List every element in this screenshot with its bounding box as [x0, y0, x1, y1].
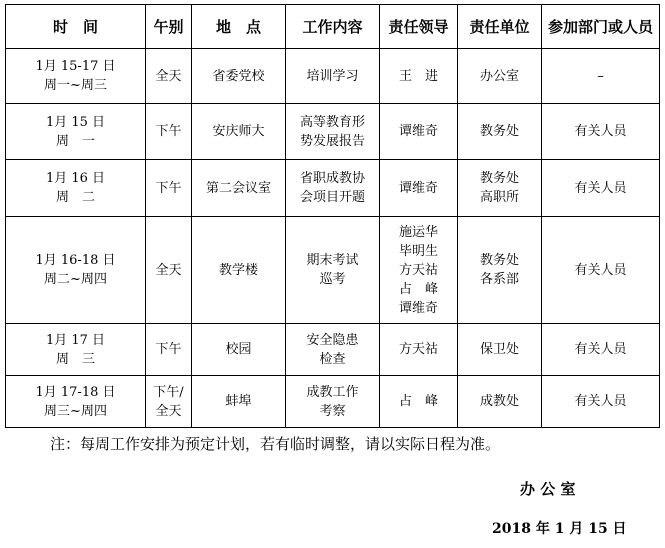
- cell-participants: [542, 160, 660, 217]
- cell-line: 有关人员: [574, 262, 627, 278]
- cell-line: 全天: [155, 403, 182, 419]
- cell-leader: [380, 376, 458, 428]
- cell-line: 毕明生: [398, 243, 438, 259]
- cell-line: 安庆师大: [212, 124, 265, 139]
- cell-line: 谭维奇: [398, 300, 438, 316]
- cell-line: 方天祜: [398, 342, 438, 357]
- cell-line: 周 三: [55, 351, 95, 367]
- cell-line: 高职所: [479, 190, 519, 205]
- header-participants: 参加部门或人员: [542, 5, 660, 49]
- cell-line: 成教工作: [306, 384, 359, 400]
- cell-line: 有关人员: [574, 394, 627, 409]
- cell-unit: [458, 376, 542, 428]
- table-row: [6, 324, 660, 376]
- cell-place: [192, 324, 286, 376]
- cell-line: 全天: [155, 68, 182, 84]
- cell-content: [286, 49, 380, 104]
- cell-content: [286, 376, 380, 428]
- header-time: 时 间: [6, 5, 146, 49]
- cell-line: 谭维奇: [398, 124, 438, 139]
- cell-participants: [542, 376, 660, 428]
- table-row: [6, 49, 660, 104]
- cell-line: 省职成教协: [299, 171, 365, 186]
- cell-content: [286, 217, 380, 324]
- table-row: [6, 160, 660, 217]
- cell-leader: [380, 324, 458, 376]
- cell-line: 蚌埠: [225, 394, 252, 409]
- cell-line: 教学楼: [218, 262, 258, 278]
- cell-line: 施运华: [398, 224, 438, 240]
- cell-line: 教务处: [479, 171, 519, 186]
- cell-time: [6, 49, 146, 104]
- header-content: 工作内容: [286, 5, 380, 49]
- cell-line: 安全隐患: [306, 332, 359, 348]
- schedule-table: [5, 4, 660, 428]
- cell-line: 1月 16 日: [45, 171, 106, 186]
- cell-line: 占 峰: [398, 281, 438, 297]
- cell-line: 势发展报告: [299, 133, 365, 149]
- cell-line: 有关人员: [574, 342, 627, 357]
- cell-line: 1月 15 日: [45, 114, 106, 130]
- cell-place: [192, 376, 286, 428]
- cell-unit: [458, 160, 542, 217]
- cell-line: 校园: [225, 342, 252, 357]
- issuer: 办 公 室: [520, 480, 576, 498]
- cell-place: [192, 217, 286, 324]
- cell-line: 第二会议室: [205, 180, 271, 196]
- cell-time: [6, 104, 146, 160]
- cell-line: 下午: [155, 180, 182, 196]
- cell-line: 有关人员: [574, 180, 627, 196]
- cell-time: [6, 376, 146, 428]
- cell-line: 下午: [155, 342, 182, 357]
- issue-date: 2018 年 1 月 15 日: [492, 521, 627, 537]
- cell-line: 考察: [319, 403, 346, 419]
- cell-place: [192, 104, 286, 160]
- cell-leader: [380, 104, 458, 160]
- cell-place: [192, 49, 286, 104]
- cell-line: 有关人员: [574, 124, 627, 139]
- header-place: 地 点: [192, 5, 286, 49]
- cell-line: 周 一: [55, 133, 95, 149]
- cell-line: 周三~周四: [44, 403, 107, 419]
- table-row: [6, 217, 660, 324]
- cell-unit: [458, 49, 542, 104]
- cell-line: 保卫处: [479, 342, 519, 357]
- cell-line: 下午/: [153, 384, 184, 400]
- cell-line: 教务处: [479, 124, 519, 139]
- cell-line: 谭维奇: [398, 180, 438, 196]
- cell-unit: [458, 217, 542, 324]
- cell-line: 下午: [155, 124, 182, 139]
- table-header-row: [6, 5, 660, 49]
- cell-line: 教务处: [479, 253, 519, 268]
- header-period: 午别: [146, 5, 192, 49]
- cell-line: 培训学习: [306, 68, 359, 84]
- cell-line: 周一~周三: [44, 78, 107, 93]
- cell-line: 1月 15-17 日: [35, 59, 116, 74]
- cell-participants: [542, 104, 660, 160]
- cell-line: 1月 17 日: [45, 332, 106, 348]
- cell-line: 办公室: [479, 68, 519, 84]
- header-leader: 责任领导: [380, 5, 458, 49]
- cell-line: –: [597, 68, 604, 84]
- cell-place: [192, 160, 286, 217]
- cell-line: 1月 17-18 日: [35, 384, 116, 400]
- cell-leader: [380, 217, 458, 324]
- table-row: [6, 104, 660, 160]
- cell-period: [146, 376, 192, 428]
- cell-line: 周二~周四: [44, 272, 107, 287]
- cell-participants: [542, 217, 660, 324]
- cell-period: [146, 160, 192, 217]
- cell-line: 各系部: [479, 272, 519, 287]
- cell-time: [6, 324, 146, 376]
- cell-content: [286, 104, 380, 160]
- footnote: 注：每周工作安排为预定计划，若有临时调整，请以实际日程为准。: [50, 435, 501, 453]
- cell-line: 检查: [319, 351, 346, 367]
- cell-line: 高等教育形: [299, 114, 365, 130]
- cell-content: [286, 160, 380, 217]
- cell-participants: [542, 324, 660, 376]
- cell-line: 省委党校: [212, 68, 265, 84]
- cell-line: 期末考试: [306, 253, 359, 268]
- cell-unit: [458, 104, 542, 160]
- table-row: [6, 376, 660, 428]
- cell-line: 方天祜: [398, 262, 438, 278]
- cell-leader: [380, 49, 458, 104]
- cell-leader: [380, 160, 458, 217]
- cell-period: [146, 324, 192, 376]
- cell-line: 周 二: [55, 190, 95, 205]
- cell-line: 巡考: [319, 272, 346, 287]
- cell-line: 占 峰: [398, 394, 438, 409]
- cell-line: 成教处: [479, 394, 519, 409]
- cell-line: 1月 16-18 日: [35, 253, 116, 268]
- cell-period: [146, 104, 192, 160]
- cell-period: [146, 49, 192, 104]
- cell-line: 会项目开题: [299, 190, 365, 205]
- cell-unit: [458, 324, 542, 376]
- cell-line: 全天: [155, 262, 182, 278]
- cell-participants: [542, 49, 660, 104]
- cell-content: [286, 324, 380, 376]
- cell-time: [6, 160, 146, 217]
- cell-line: 王 进: [398, 68, 438, 84]
- cell-time: [6, 217, 146, 324]
- header-unit: 责任单位: [458, 5, 542, 49]
- cell-period: [146, 217, 192, 324]
